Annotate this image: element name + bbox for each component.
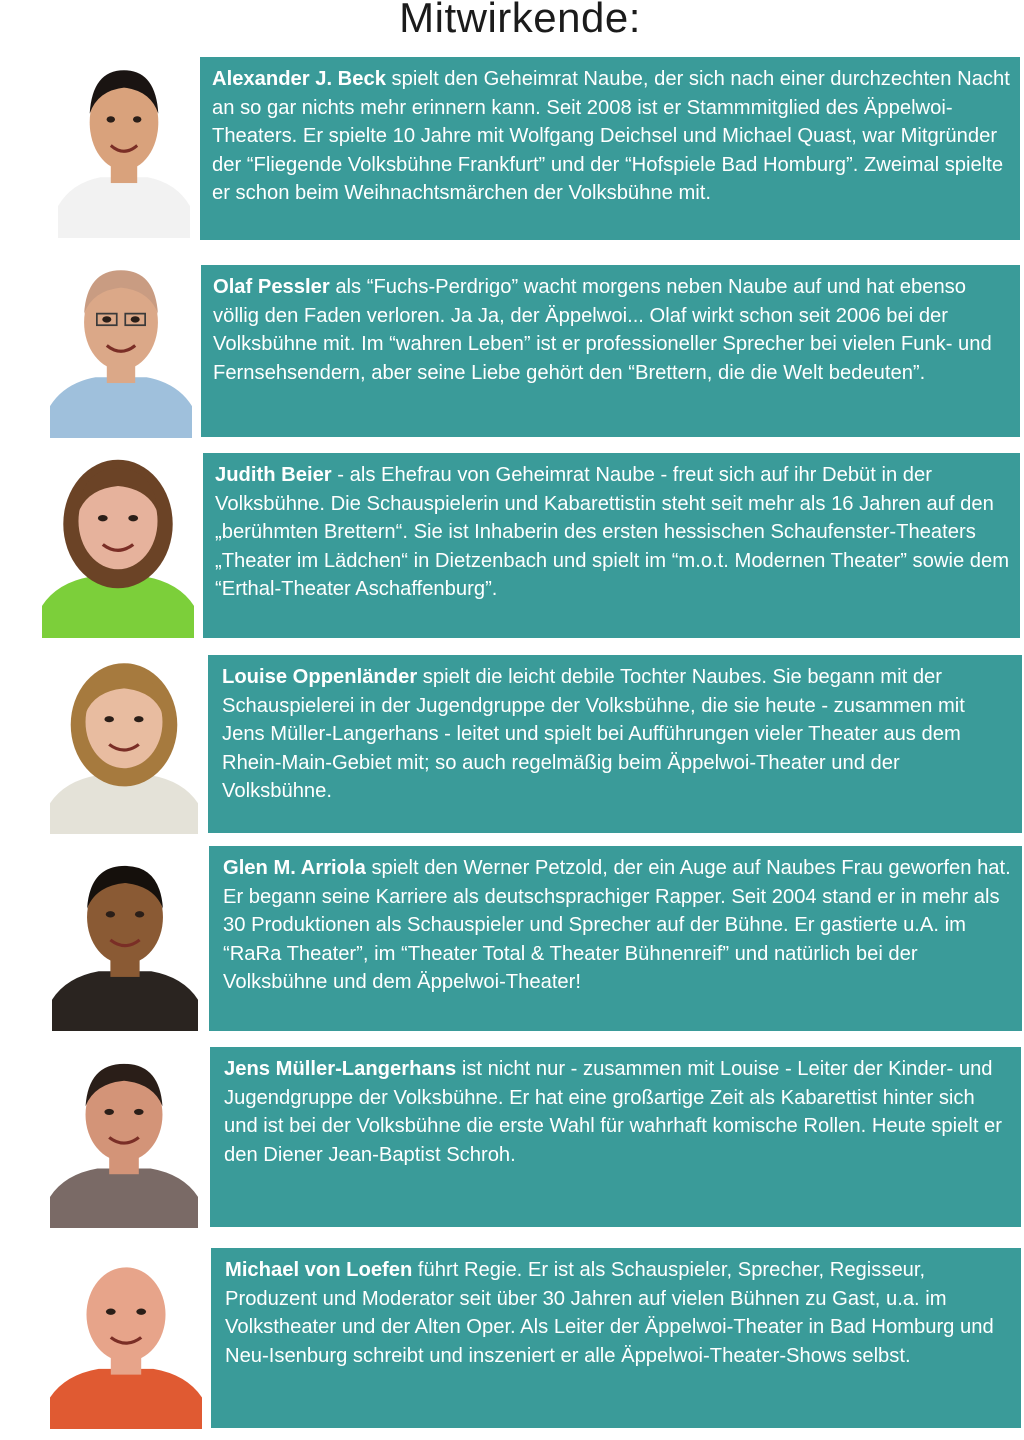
person-description: als “Fuchs-Perdrigo” wacht morgens neben Naube auf und hat ebenso völlig den Faden verloren. Ja Ja, der Äppelwoi... Olaf wirkt schon seit 2006 bei der Volksbühne mit. Im “wahren Leben” ist er professioneller Sprecher bei vielen Funk- und Fernsehsendern, aber seine Liebe gehört den “Brettern, die die Welt bedeuten”. xyxy=(213,276,992,384)
person-name: Alexander J. Beck xyxy=(212,68,386,90)
portrait-eye-right xyxy=(133,116,141,122)
bio-card xyxy=(208,655,1022,833)
portrait-eye-right xyxy=(134,716,143,722)
portrait-illustration xyxy=(50,250,192,438)
portrait-eye-right xyxy=(135,911,144,917)
portrait-eye-right xyxy=(134,1109,143,1115)
portrait-eye-right xyxy=(131,316,140,322)
portrait-illustration xyxy=(50,1044,198,1228)
portrait-illustration xyxy=(50,652,198,834)
person-description: führt Regie. Er ist als Schauspieler, Sprecher, Regisseur, Produzent und Moderator seit über 30 Jahren auf vielen Bühnen zu Gast, u.a. im Volkstheater und der Alten Oper. Als Leiter der Äppelwoi-Theater in Bad Homburg und Neu-Isenburg schreibt und inszeniert er alle Äppelwoi-Theater-Shows selbst. xyxy=(225,1259,994,1367)
person-description: spielt die leicht debile Tochter Naubes. Sie begann mit der Schauspielerei in der Jugendgruppe der Volksbühne, die sie heute - zusammen mit Jens Müller-Langerhans - leitet und spielt bei Aufführungen vieler Theater aus dem Rhein-Main-Gebiet mit; so auch regelmäßig beim Äppelwoi-Theater und der Volksbühne. xyxy=(222,666,965,803)
person-description: spielt den Geheimrat Naube, der sich nach einer durchzechten Nacht an so gar nichts mehr erinnern kann. Seit 2008 ist er Stammmitglied des Äppelwoi-Theaters. Er spielte 10 Jahre mit Wolfgang Deichsel und Michael Quast, war Mitgründer der “Fliegende Volksbühne Frankfurt” und der “Hofspiele Bad Homburg”. Zweimal spielte er schon beim Weihnachtsmärchen der Volksbühne mit. xyxy=(212,68,1010,205)
page-title: Mitwirkende: xyxy=(399,0,641,41)
portrait-photo xyxy=(50,250,192,438)
portrait-shoulders xyxy=(50,377,192,438)
person-name: Glen M. Arriola xyxy=(223,857,366,879)
portrait-face xyxy=(86,1267,165,1361)
portrait-photo xyxy=(42,448,194,638)
portrait-eye-left xyxy=(104,716,113,722)
person-name: Louise Oppenländer xyxy=(222,666,418,688)
person-name: Michael von Loefen xyxy=(225,1259,413,1281)
portrait-illustration xyxy=(52,846,198,1031)
person-name: Judith Beier xyxy=(215,464,332,486)
bio-card xyxy=(203,453,1020,638)
portrait-eye-left xyxy=(98,515,108,521)
person-description: - als Ehefrau von Geheimrat Naube - freut sich auf ihr Debüt in der Volksbühne. Die Schauspielerin und Kabarettistin steht seit mehr als 16 Jahren auf den „berühmten Brettern“. Sie ist Inhaberin des ersten hessischen Schaufenster-Theaters „Theater im Lädchen“ in Dietzenbach und spielt im “m.o.t. Modernen Theater” sowie dem “Erthal-Theater Aschaffenburg”. xyxy=(215,464,1010,601)
bio-card xyxy=(209,846,1022,1031)
portrait-eye-left xyxy=(106,911,115,917)
portrait-illustration xyxy=(58,50,190,238)
portrait-shoulders xyxy=(52,971,198,1031)
portrait-illustration xyxy=(42,448,194,638)
portrait-photo xyxy=(50,1044,198,1228)
portrait-shoulders xyxy=(50,1169,198,1228)
portrait-eye-right xyxy=(136,1309,146,1315)
portrait-eye-left xyxy=(106,1309,116,1315)
bio-card xyxy=(201,265,1020,437)
person-description: spielt den Werner Petzold, der ein Auge auf Naubes Frau geworfen hat. Er begann seine Karriere als deutschsprachiger Rapper. Seit 2004 stand er in mehr als 30 Produktionen als Schauspieler und Sprecher auf der Bühne. Er gastierte u.A. im “RaRa Theater”, im “Theater Total & Theater Bühnenreif” und natürlich bei der Volksbühne und dem Äppelwoi-Theater! xyxy=(223,857,1011,994)
portrait-photo xyxy=(58,50,190,238)
person-description: ist nicht nur - zusammen mit Louise - Leiter der Kinder- und Jugendgruppe der Volksbühne. Er hat eine großartige Zeit als Kabarettist hinter sich und ist bei der Volksbühne die erste Wahl für wahrhaft komische Rollen. Heute spielt er den Diener Jean-Baptist Schroh. xyxy=(224,1058,1002,1166)
bio-card xyxy=(211,1248,1021,1428)
person-name: Olaf Pessler xyxy=(213,276,330,298)
portrait-eye-left xyxy=(107,116,115,122)
portrait-photo xyxy=(52,846,198,1031)
portrait-eye-left xyxy=(102,316,111,322)
portrait-shoulders xyxy=(50,1369,202,1429)
portrait-shoulders xyxy=(58,177,190,238)
portrait-illustration xyxy=(50,1243,202,1429)
portrait-eye-right xyxy=(128,515,138,521)
portrait-photo xyxy=(50,1243,202,1429)
bio-card xyxy=(200,57,1020,240)
portrait-eye-left xyxy=(104,1109,113,1115)
bio-card xyxy=(210,1047,1021,1227)
person-name: Jens Müller-Langerhans xyxy=(224,1058,457,1080)
portrait-photo xyxy=(50,652,198,834)
